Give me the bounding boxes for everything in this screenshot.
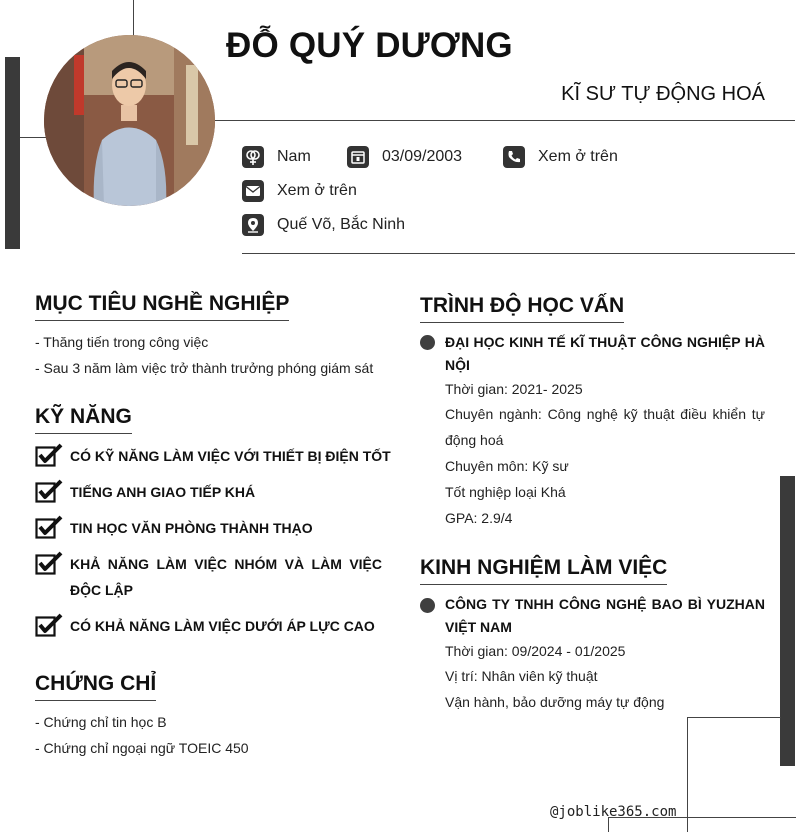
birthday-info bbox=[347, 146, 462, 168]
location-icon bbox=[242, 214, 264, 236]
avatar bbox=[44, 35, 215, 206]
objective-item: - Sau 3 năm làm việc trở thành trưởng phóng giám sát bbox=[35, 360, 374, 376]
experience-period: Thời gian: 09/2024 - 01/2025 bbox=[445, 643, 626, 659]
education-gpa: GPA: 2.9/4 bbox=[445, 510, 513, 526]
checkbox-checked-icon bbox=[35, 443, 63, 467]
birthday-value: 03/09/2003 bbox=[382, 148, 463, 165]
left-accent-bar bbox=[5, 57, 20, 249]
skill-item bbox=[35, 479, 255, 505]
skill-label: TIẾNG ANH GIAO TIẾP KHÁ bbox=[70, 484, 256, 500]
certificate-item: - Chứng chỉ ngoại ngữ TOEIC 450 bbox=[35, 740, 249, 756]
certificates-heading: CHỨNG CHỈ bbox=[35, 672, 156, 701]
skill-label: CÓ KHẢ NĂNG LÀM VIỆC DƯỚI ÁP LỰC CAO bbox=[70, 618, 375, 634]
phone-icon bbox=[503, 146, 525, 168]
skill-label: CÓ KỸ NĂNG LÀM VIỆC VỚI THIẾT BỊ ĐIỆN TỐT bbox=[70, 448, 391, 464]
calendar-icon bbox=[347, 146, 369, 168]
gender-info bbox=[242, 146, 311, 168]
gender-icon bbox=[242, 146, 264, 168]
education-heading: TRÌNH ĐỘ HỌC VẤN bbox=[420, 294, 624, 323]
checkbox-checked-icon bbox=[35, 551, 63, 575]
email-icon bbox=[242, 180, 264, 202]
education-subject: Chuyên môn: Kỹ sư bbox=[445, 458, 569, 474]
corner-box bbox=[687, 717, 781, 832]
checkbox-checked-icon bbox=[35, 515, 63, 539]
skill-item bbox=[35, 551, 382, 603]
skill-item bbox=[35, 515, 313, 541]
right-accent-bar bbox=[780, 476, 795, 766]
experience-position: Vị trí: Nhân viên kỹ thuật bbox=[445, 668, 598, 684]
experience-description: Vận hành, bảo dưỡng máy tự động bbox=[445, 694, 665, 710]
address-value: Quế Võ, Bắc Ninh bbox=[277, 216, 406, 233]
contact-divider bbox=[242, 253, 795, 254]
school-name: ĐẠI HỌC KINH TẾ KĨ THUẬT CÔNG NGHIỆP HÀ NỘI bbox=[445, 334, 765, 373]
address-info bbox=[242, 214, 405, 236]
education-period: Thời gian: 2021- 2025 bbox=[445, 381, 583, 397]
objective-heading: MỤC TIÊU NGHỀ NGHIỆP bbox=[35, 292, 289, 321]
watermark: @joblike365.com bbox=[550, 804, 677, 820]
top-vertical-line bbox=[133, 0, 134, 40]
skill-item bbox=[35, 443, 391, 469]
education-bullet bbox=[420, 335, 435, 350]
objective-item: - Thăng tiến trong công việc bbox=[35, 334, 209, 350]
phone-info bbox=[503, 146, 618, 168]
education-major: Chuyên ngành: Công nghệ kỹ thuật điều khiển tự động hoá bbox=[445, 406, 765, 448]
candidate-name: ĐỖ QUÝ DƯƠNG bbox=[226, 26, 513, 65]
experience-heading: KINH NGHIỆM LÀM VIỆC bbox=[420, 556, 667, 585]
avatar-side-line bbox=[20, 137, 48, 138]
skill-label: KHẢ NĂNG LÀM VIỆC NHÓM VÀ LÀM VIỆC ĐỘC LẬP bbox=[70, 556, 382, 598]
certificate-item: - Chứng chỉ tin học B bbox=[35, 714, 167, 730]
company-name: CÔNG TY TNHH CÔNG NGHỆ BAO BÌ YUZHAN VIỆT NAM bbox=[445, 596, 765, 635]
skills-heading: KỸ NĂNG bbox=[35, 405, 132, 434]
education-rank: Tốt nghiệp loại Khá bbox=[445, 484, 566, 500]
email-value: Xem ở trên bbox=[277, 182, 357, 199]
header-divider bbox=[214, 120, 795, 121]
phone-value: Xem ở trên bbox=[538, 148, 618, 165]
gender-value: Nam bbox=[277, 148, 311, 165]
checkbox-checked-icon bbox=[35, 613, 63, 637]
experience-bullet bbox=[420, 598, 435, 613]
skill-label: TIN HỌC VĂN PHÒNG THÀNH THẠO bbox=[70, 520, 313, 536]
checkbox-checked-icon bbox=[35, 479, 63, 503]
email-info bbox=[242, 180, 357, 202]
job-title: KĨ SƯ TỰ ĐỘNG HOÁ bbox=[561, 83, 765, 105]
skill-item bbox=[35, 613, 375, 639]
